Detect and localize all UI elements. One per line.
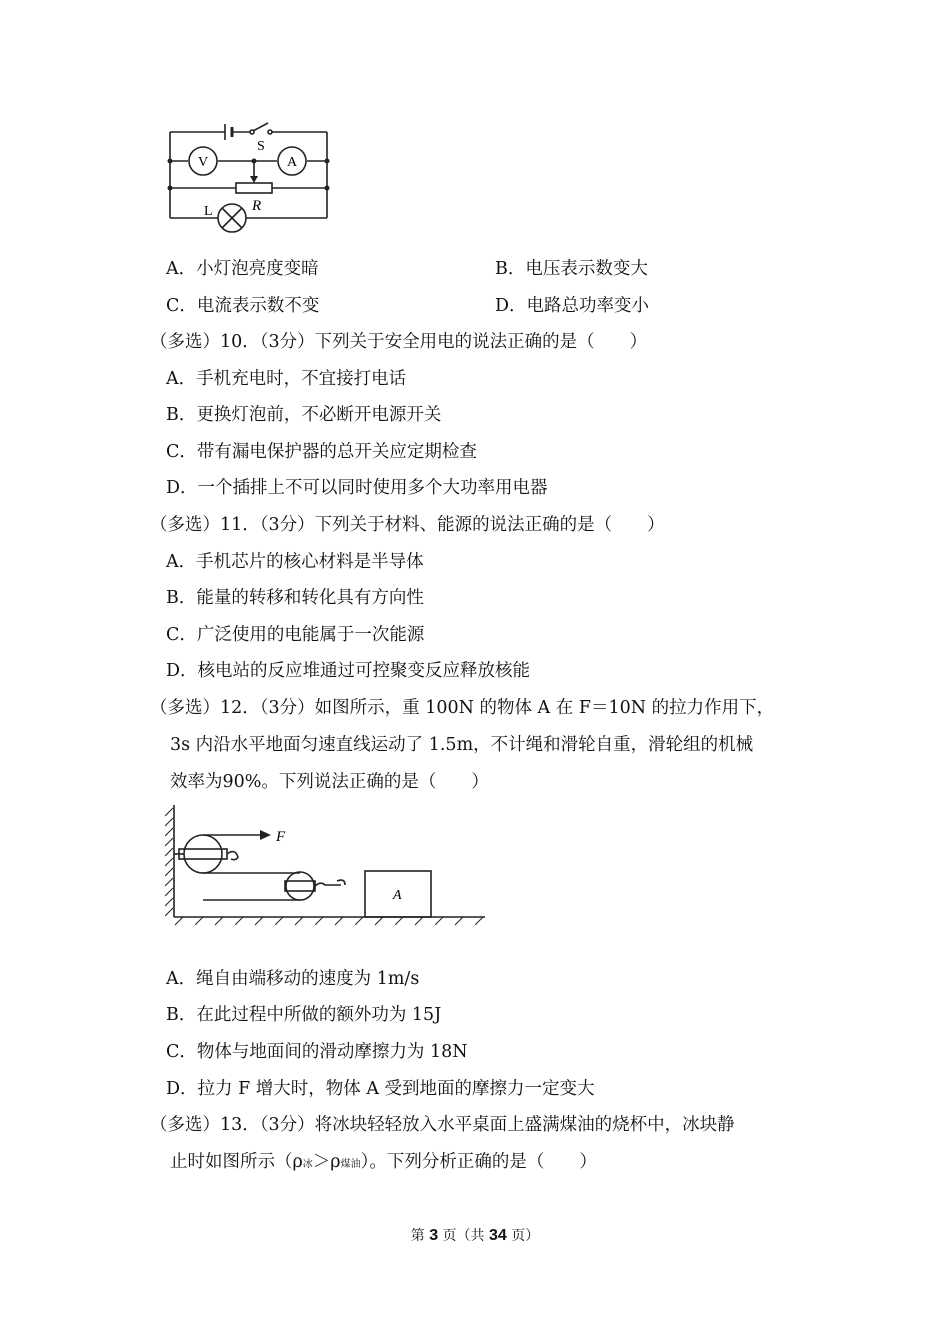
footer-post: 页） xyxy=(506,1228,540,1244)
q11-option-b: B．能量的转移和转化具有方向性 xyxy=(166,588,424,608)
lamp-label: L xyxy=(204,204,213,219)
q13-stem-line-1: （多选）13．（3分）将冰块轻轻放入水平桌面上盛满煤油的烧杯中，冰块静 xyxy=(150,1115,735,1135)
q12-option-a: A．绳自由端移动的速度为 1m/s xyxy=(166,969,420,989)
switch-label: S xyxy=(257,139,265,154)
q12-stem-line-1: （多选）12．（3分）如图所示，重 100N 的物体 A 在 F＝10N 的拉力作用下， xyxy=(150,698,775,718)
q13-line2-part-b: ＞ρ xyxy=(312,1152,341,1172)
q12-option-b: B．在此过程中所做的额外功为 15J xyxy=(166,1005,442,1025)
q9-option-a: A．小灯泡亮度变暗 xyxy=(166,259,319,279)
q13-line2-part-c: ）。下列分析正确的是（ ） xyxy=(360,1152,597,1172)
q12-option-d: D．拉力 F 增大时，物体 A 受到地面的摩擦力一定变大 xyxy=(166,1079,595,1099)
q11-option-a: A．手机芯片的核心材料是半导体 xyxy=(166,552,424,572)
q10-option-b: B．更换灯泡前，不必断开电源开关 xyxy=(166,405,442,425)
q9-option-c: C．电流表示数不变 xyxy=(166,296,320,316)
q10-option-c: C．带有漏电保护器的总开关应定期检查 xyxy=(166,442,477,462)
page-footer xyxy=(0,1225,950,1245)
q10-option-d: D．一个插排上不可以同时使用多个大功率用电器 xyxy=(166,478,548,498)
q12-option-c: C．物体与地面间的滑动摩擦力为 18N xyxy=(166,1042,468,1062)
q13-line2-part-a: 止时如图所示（ρ xyxy=(170,1152,303,1172)
q12-stem-line-2: 3s 内沿水平地面匀速直线运动了 1.5m，不计绳和滑轮自重，滑轮组的机械 xyxy=(170,735,754,755)
voltmeter-label: V xyxy=(198,155,209,170)
q12-stem-line-3: 效率为90%。下列说法正确的是（ ） xyxy=(170,772,489,792)
q11-stem: （多选）11．（3分）下列关于材料、能源的说法正确的是（ ） xyxy=(150,515,665,535)
q13-sub-ice: 冰 xyxy=(302,1159,313,1170)
q13-stem-line-2 xyxy=(170,1150,597,1177)
footer-mid: 页（共 xyxy=(438,1228,489,1244)
block-label: A xyxy=(393,888,402,903)
ammeter-label: A xyxy=(287,155,298,170)
q10-option-a: A．手机充电时，不宜接打电话 xyxy=(166,369,407,389)
q11-option-c: C．广泛使用的电能属于一次能源 xyxy=(166,625,425,645)
q9-option-b: B．电压表示数变大 xyxy=(495,259,648,279)
footer-total-pages: 34 xyxy=(489,1227,507,1244)
force-label: F xyxy=(276,829,286,845)
q11-option-d: D．核电站的反应堆通过可控聚变反应释放核能 xyxy=(166,661,531,681)
q13-sub-kerosene: 煤油 xyxy=(340,1159,361,1170)
pulley-diagram xyxy=(165,805,490,930)
q9-option-d: D．电路总功率变小 xyxy=(495,296,650,316)
footer-page-number: 3 xyxy=(429,1227,439,1244)
circuit-diagram xyxy=(160,118,340,240)
resistor-label: R xyxy=(252,198,262,214)
footer-pre: 第 xyxy=(410,1228,430,1244)
q10-stem: （多选）10．（3分）下列关于安全用电的说法正确的是（ ） xyxy=(150,332,648,352)
